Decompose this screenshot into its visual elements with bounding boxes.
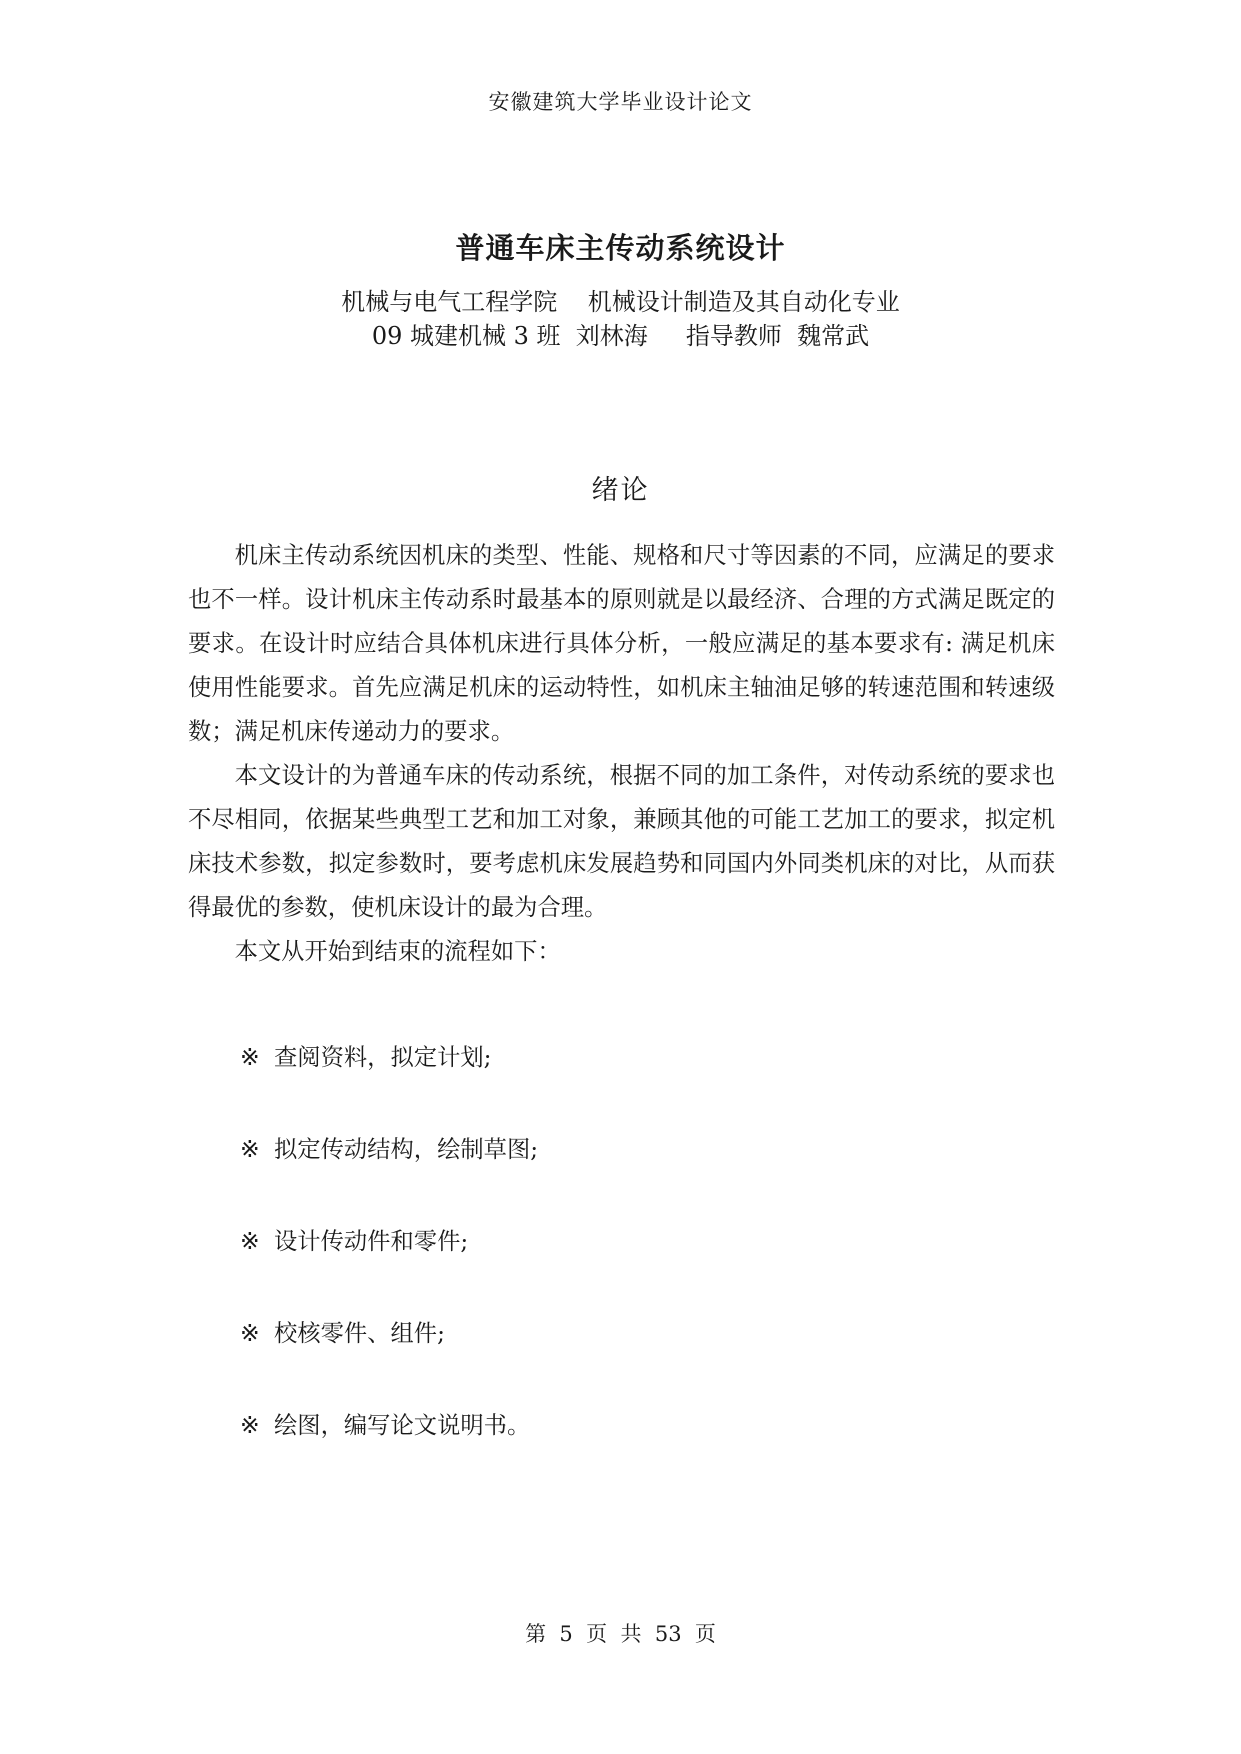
list-item [240,1312,1040,1404]
paragraph: 机床主传动系统因机床的类型、性能、规格和尺寸等因素的不同，应满足的要求也不一样。设计机床主传动系时最基本的原则就是以最经济、合理的方式满足既定的要求。在设计时应结合具体机床进行具体分析，一般应满足的基本要求有: 满足机床使用性能要求。首先应满足机床的运动特性，如机床主轴油足够的转速范围和转速级数；满足机床传递动力的要求。 [188,542,1055,745]
reference-mark-icon: ※ [240,1044,260,1071]
section-heading: 绪论 [591,475,650,506]
step-text: 查阅资料，拟定计划; [274,1044,492,1071]
running-header: 安徽建筑大学毕业设计论文 [488,90,753,114]
step-text: 校核零件、组件; [274,1320,445,1347]
process-step-list [240,1036,1040,1496]
reference-mark-icon: ※ [240,1320,260,1347]
document-title: 普通车床主传动系统设计 [455,231,786,265]
affiliation-line: 机械与电气工程学院 机械设计制造及其自动化专业 [341,288,900,316]
paragraph: 本文从开始到结束的流程如下： [234,938,561,965]
list-item [240,1220,1040,1312]
body-text [188,534,1055,974]
list-item [240,1036,1040,1128]
step-text: 设计传动件和零件; [274,1228,469,1255]
step-text: 拟定传动结构，绘制草图; [274,1136,539,1163]
page-number: 第 5 页 共 53 页 [525,1622,716,1646]
step-text: 绘图，编写论文说明书。 [274,1412,531,1439]
reference-mark-icon: ※ [240,1412,260,1439]
reference-mark-icon: ※ [240,1228,260,1255]
list-item [240,1404,1040,1496]
reference-mark-icon: ※ [240,1136,260,1163]
paragraph: 本文设计的为普通车床的传动系统，根据不同的加工条件，对传动系统的要求也不尽相同，依据某些典型工艺和加工对象，兼顾其他的可能工艺加工的要求，拟定机床技术参数，拟定参数时，要考虑机床发展趋势和同国内外同类机床的对比，从而获得最优的参数，使机床设计的最为合理。 [188,762,1055,921]
list-item [240,1128,1040,1220]
author-line: 09 城建机械 3 班 刘林海 指导教师 魏常武 [371,322,870,350]
